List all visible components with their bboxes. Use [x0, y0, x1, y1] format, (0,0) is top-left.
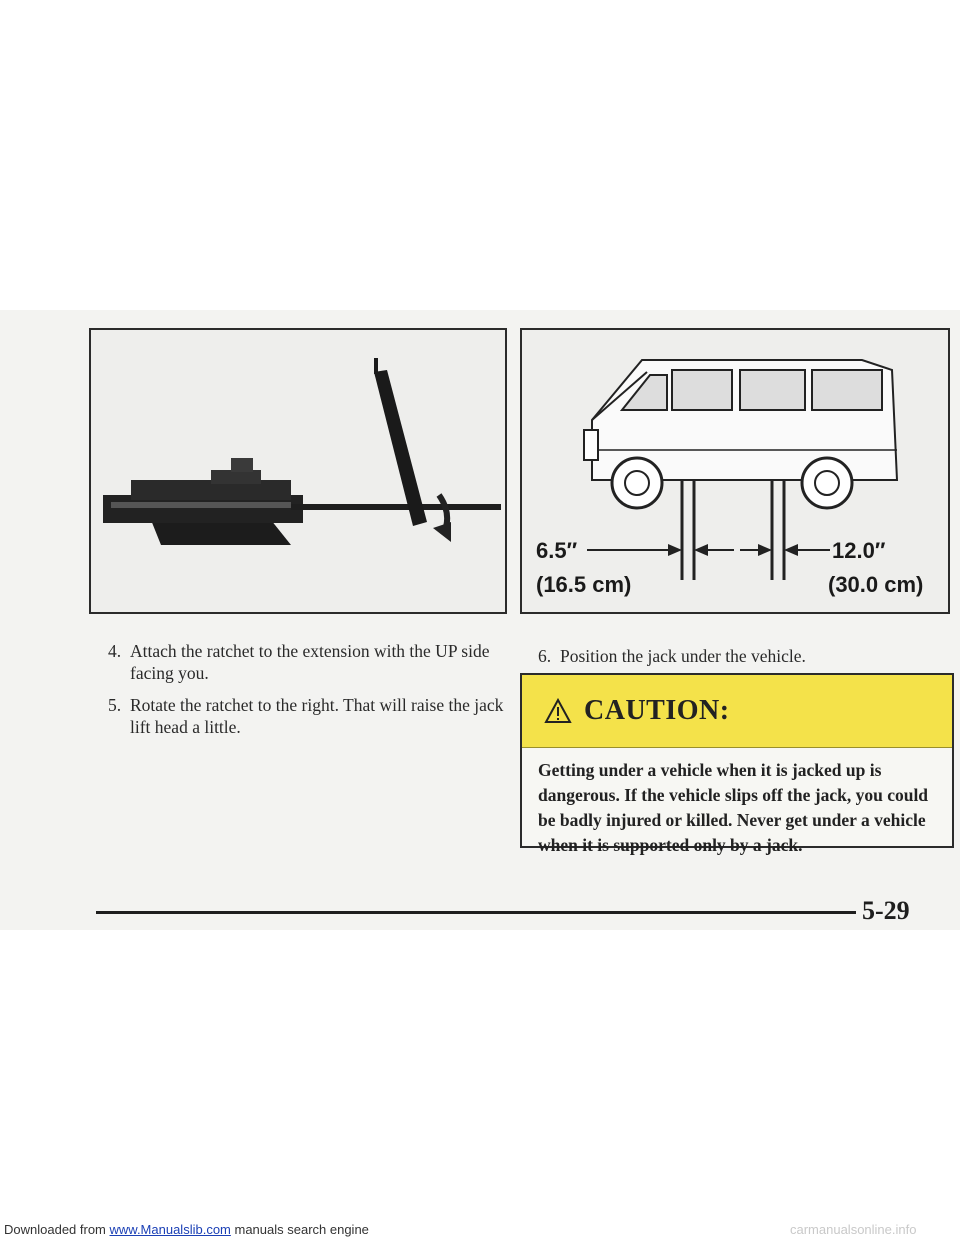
jack-ratchet-illustration: [89, 328, 507, 614]
step-6: [538, 646, 806, 667]
procedure-steps-left: [108, 640, 513, 748]
rear-dim-cm: (30.0 cm): [828, 572, 924, 597]
footer-prefix: Downloaded from: [4, 1222, 110, 1237]
step-number: 6.: [538, 646, 552, 666]
warning-triangle-icon: [544, 698, 572, 724]
step-text: Attach the ratchet to the extension with the UP side facing you.: [130, 641, 490, 683]
step-text: Rotate the ratchet to the right. That will raise the jack lift head a little.: [130, 695, 504, 737]
footer-suffix: manuals search engine: [230, 1222, 369, 1237]
van-drawing: [522, 330, 948, 612]
page-number: 5-29: [862, 896, 910, 925]
front-dim-inches: 6.5″: [536, 538, 578, 563]
step-number: 5.: [108, 695, 122, 715]
caution-header: [522, 675, 952, 748]
caution-title: CAUTION:: [584, 695, 730, 726]
front-dim-cm: (16.5 cm): [536, 572, 632, 597]
site-watermark: carmanualsonline.info: [790, 1222, 917, 1237]
caution-box: [520, 673, 954, 855]
footer-rule: [96, 911, 856, 914]
download-footer: [4, 1222, 369, 1237]
step-text: Position the jack under the vehicle.: [560, 646, 806, 666]
van-jack-points-illustration: [520, 328, 950, 614]
rear-dim-inches: 12.0″: [832, 538, 886, 563]
step-4: [108, 640, 513, 684]
step-5: [108, 694, 513, 738]
step-number: 4.: [108, 641, 122, 661]
caution-text: Getting under a vehicle when it is jacked up is dangerous. If the vehicle slips off the jack, you could be badly injured or killed. Never get under a vehicle when it is supported only by a jack.: [538, 760, 929, 855]
manualslib-link[interactable]: www.Manualslib.com: [109, 1222, 231, 1237]
jack-drawing: [91, 330, 505, 612]
